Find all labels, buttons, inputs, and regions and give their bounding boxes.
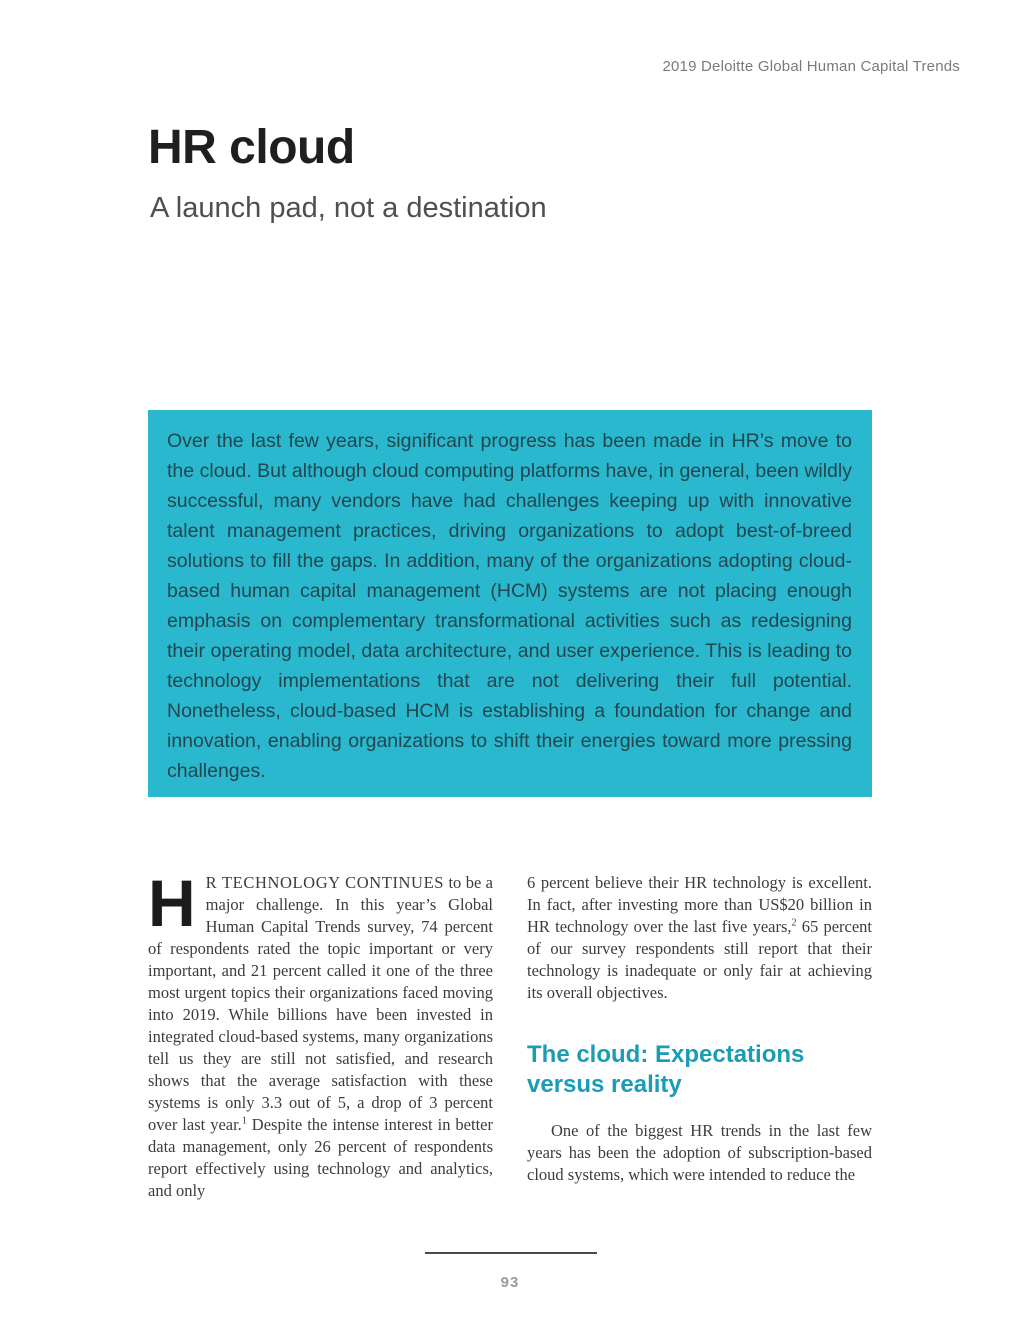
left-column-paragraph (148, 866, 493, 1202)
running-header: 2019 Deloitte Global Human Capital Trends (662, 58, 960, 75)
right-paragraph1-text-continued: 65 percent of our survey respondents still report that their technology is inadequate or only fair at achieving its overall objectives. (527, 917, 872, 1002)
right-column (527, 872, 872, 1202)
left-paragraph-text-continued: Despite the intense interest in better data management, only 26 percent of respondents report effectively using technology and analytics, and only (148, 1115, 493, 1200)
page-title: HR cloud (148, 121, 355, 174)
body-columns (148, 866, 872, 1202)
left-column (148, 866, 493, 1202)
summary-callout-box (148, 410, 872, 797)
left-paragraph-text: to be a major challenge. In this year’s Global Human Capital Trends survey, 74 percent of respondents rated the topic important or very important, and 21 percent called it one of the three most urgent topics their organizations faced moving into 2019. While billions have been invested in integrated cloud-based systems, many organizations tell us they are still not satisfied, and research shows that the average satisfaction with these systems is only 3.3 out of 5, a drop of 3 percent over last year. (148, 873, 493, 1134)
footnote-reference-2: 2 (791, 917, 797, 929)
right-column-paragraph-1 (527, 872, 872, 1004)
section-heading: The cloud: Expectations versus reality (527, 1041, 805, 1098)
page-number: 93 (500, 1274, 520, 1291)
right-column-paragraph-2: One of the biggest HR trends in the last few years has been the adoption of subscription-based cloud systems, which were intended to reduce the (527, 1121, 872, 1184)
right-paragraph1-text: 6 percent believe their HR technology is excellent. In fact, after investing more than US$20 billion in HR technology over the last five years, (527, 873, 872, 936)
drop-cap: H (148, 866, 196, 940)
page-subtitle: A launch pad, not a destination (150, 192, 547, 224)
footer-divider (425, 1252, 597, 1254)
summary-text: Over the last few years, significant progress has been made in HR’s move to the cloud. But although cloud computing platforms have, in general, been wildly successful, many vendors have had challenges keeping up with innovative talent management practices, driving organizations to adopt best-of-breed solutions to fill the gaps. In addition, many of the organizations adopting cloud-based human capital management (HCM) systems are not placing enough emphasis on complementary transformational activities such as redesigning their operating model, data architecture, and user experience. This is leading to technology implementations that are not delivering their full potential. Nonetheless, cloud-based HCM is establishing a foundation for change and innovation, enabling organizations to shift their energies toward more pressing challenges. (167, 430, 852, 782)
lead-in-text: R TECHNOLOGY CONTINUES (205, 873, 445, 892)
footnote-reference-1: 1 (241, 1115, 247, 1127)
